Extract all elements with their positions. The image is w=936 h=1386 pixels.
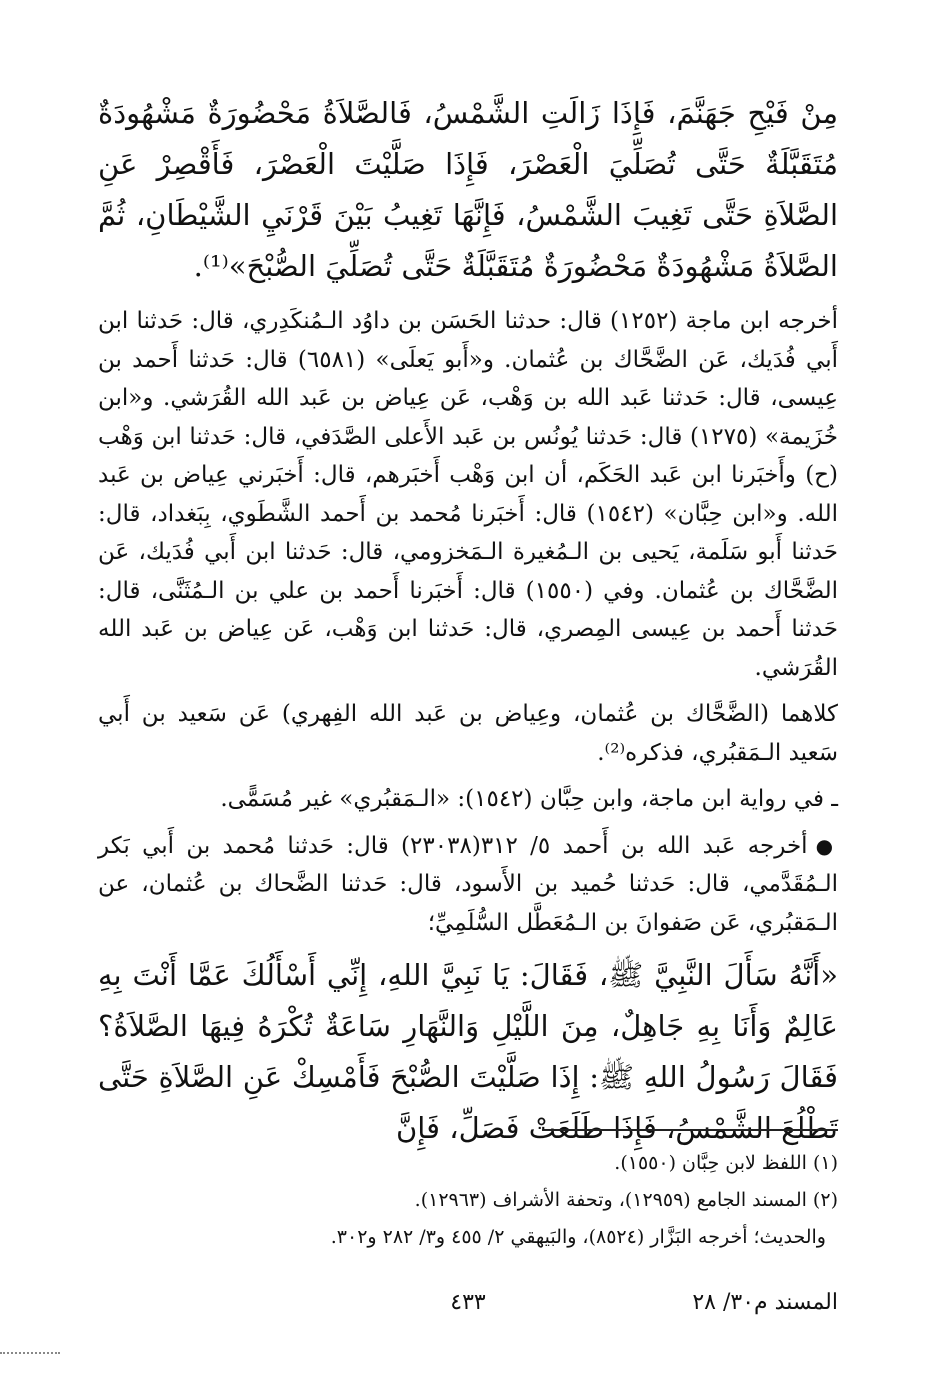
footnote-2: (٢) المسند الجامع (١٢٩٥٩)، وتحفة الأشراف (١٢٩٦٣). <box>414 1189 838 1211</box>
footnotes <box>98 1145 838 1256</box>
kilahuma-paragraph: كلاهما (الضَّحَّاك بن عُثمان، وعِياض بن عَبد الله الفِهري) عَن سَعيد بن أَبي سَعيد الـمَقبُري، فذكره⁽²⁾. <box>98 701 838 766</box>
footnote-2-continuation: والحديث؛ أخرجه البَزَّار (٨٥٢٤)، والبَيهقي ٢/ ٤٥٥ و٣/ ٢٨٢ و٣٠٢. <box>330 1226 826 1248</box>
riwaya-note: ـ في رواية ابن ماجة، وابن حِبَّان (١٥٤٢): «الـمَقبُري» غير مُسَمًّى. <box>220 786 838 812</box>
bullet-paragraph <box>98 827 838 943</box>
main-text <box>98 88 838 1154</box>
hadith-text-bottom: «أَنَّهُ سَأَلَ النَّبِيَّ ﷺ، فَقَالَ: يَا نَبِيَّ اللهِ، إِنِّي أَسْأَلُكَ عَمَّا أَنْتَ بِهِ عَالِمٌ وَأَنَا بِهِ جَاهِلٌ، مِنَ اللَّيْلِ وَالنَّهَارِ سَاعَةٌ تُكْرَهُ فِيهَا الصَّلاَةُ؟ فَقَالَ رَسُولُ اللهِ ﷺ: إِذَا صَلَّيْتَ الصُّبْحَ فَأَمْسِكْ عَنِ الصَّلاَةِ حَتَّى تَطْلُعَ الشَّمْسُ، فَإِذَا طَلَعَتْ فَصَلِّ، فَإِنَّ <box>98 958 838 1145</box>
takhrij-paragraph-2: أخرجه عَبد الله بن أَحمد ٥/ ٣١٢(٢٣٠٣٨) قال: حَدثنا مُحمد بن أَبي بَكر الـمُقَدَّمي، قال: حَدثنا حُميد بن الأَسود، قال: حَدثنا الضَّحاك بن عُثمان، عن الـمَقبُري، عَن صَفوانَ بن الـمُعَطَّل السُّلَمِيِّ؛ <box>98 832 838 936</box>
page-footer <box>98 1290 838 1330</box>
footnote-1: (١) اللفظ لابن حِبَّان (١٥٥٠). <box>614 1152 838 1174</box>
footnote-separator <box>542 1129 838 1131</box>
takhrij-paragraph: أخرجه ابن ماجة (١٢٥٢) قال: حدثنا الحَسَن بن داوُد الـمُنكَدِري، قال: حَدثنا ابن أَبي فُدَيك، عَن الضَّحَّاك بن عُثمان. و«أَبو يَعلَى» (٦٥٨١) قال: حَدثنا أَحمد بن عِيسى، قال: حَدثنا عَبد الله بن وَهْب، عَن عِياض بن عَبد الله القُرَشي. و«ابن خُزَيمة» (١٢٧٥) قال: حَدثنا يُونُس بن عَبد الأَعلى الصَّدَفي، قال: حَدثنا ابن وَهْب (ح) وأَخبَرنا ابن عَبد الحَكَم، أن ابن وَهْب أَخبَرهم، قال: أَخبَرني عِياض بن عَبد الله. و«ابن حِبَّان» (١٥٤٢) قال: أَخبَرنا مُحمد بن أَحمد الشَّطَوي، بِبَغداد، قال: حَدثنا أَبو سَلَمة، يَحيى بن الـمُغيرة الـمَخزومي، قال: حَدثنا ابن أَبي فُدَيك، عَن الضَّحَّاك بن عُثمان. وفي (١٥٥٠) قال: أَخبَرنا أَحمد بن علي بن الـمُثَنَّى، قال: حَدثنا أَحمد بن عِيسى المِصري، قال: حَدثنا ابن وَهْب، عَن عِياض بن عَبد الله القُرَشي. <box>98 308 839 681</box>
bullet-icon: ● <box>815 833 838 858</box>
page-number: ٤٣٣ <box>450 1290 486 1315</box>
volume-signature: المسند م٣٠/ ٢٨ <box>692 1290 838 1315</box>
scan-edge-marks <box>0 1352 60 1358</box>
hadith-text-top: مِنْ فَيْحِ جَهَنَّمَ، فَإِذَا زَالَتِ الشَّمْسُ، فَالصَّلاَةُ مَحْضُورَةٌ مَشْهُودَةٌ مُتَقَبَّلَةٌ حَتَّى تُصَلِّيَ الْعَصْرَ، فَإِذَا صَلَّيْتَ الْعَصْرَ، فَأَقْصِرْ عَنِ الصَّلاَةِ حَتَّى تَغِيبَ الشَّمْسُ، فَإِنَّهَا تَغِيبُ بَيْنَ قَرْنَيِ الشَّيْطَانِ، ثُمَّ الصَّلاَةُ مَشْهُودَةٌ مَحْضُورَةٌ مُتَقَبَّلَةٌ حَتَّى تُصَلِّيَ الصُّبْحَ»⁽¹⁾. <box>98 96 838 283</box>
